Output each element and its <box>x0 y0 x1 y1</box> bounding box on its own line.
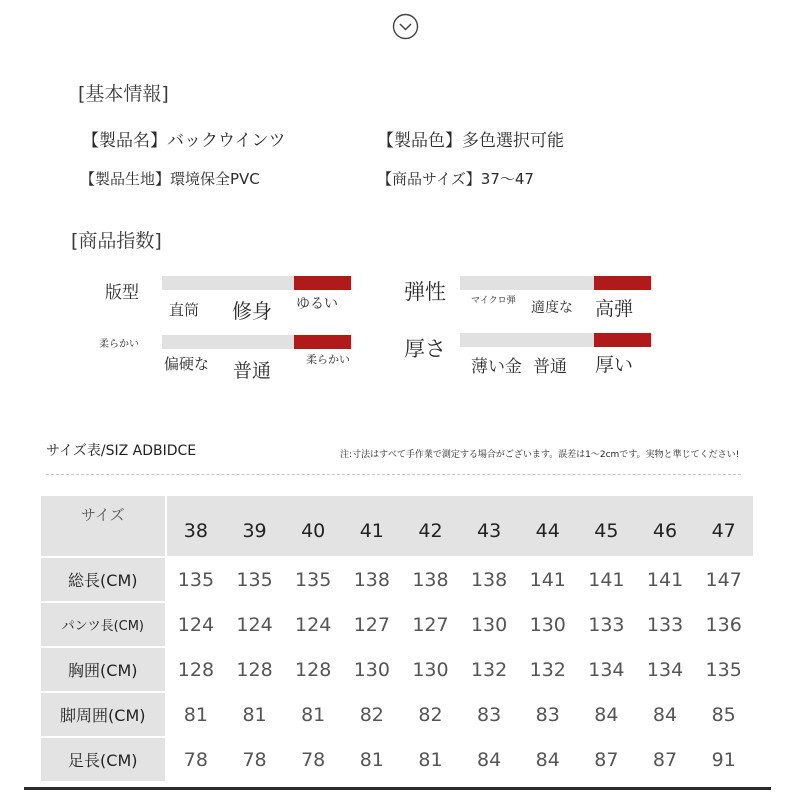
table-cell: 133 <box>636 603 695 648</box>
product-index-heading: [商品指数] <box>71 230 162 252</box>
elastic-label-high: 高弾 <box>595 298 634 320</box>
table-row <box>41 648 753 693</box>
size-col-header: 46 <box>636 496 695 558</box>
table-cell: 128 <box>167 648 226 693</box>
table-cell: 84 <box>518 738 577 783</box>
row-label: 総長(CM) <box>41 558 167 603</box>
table-cell: 84 <box>636 693 695 738</box>
basic-info-heading: [基本情報] <box>78 83 169 105</box>
table-cell: 135 <box>284 558 343 603</box>
softness-label-low: 偏硬な <box>164 355 210 373</box>
table-cell: 82 <box>401 693 460 738</box>
product-name: 【製品名】バックウインツ <box>82 131 286 151</box>
table-cell: 81 <box>167 693 226 738</box>
table-cell: 135 <box>225 558 284 603</box>
table-cell: 141 <box>636 558 695 603</box>
size-col-header: 43 <box>460 496 519 558</box>
row-label: パンツ長(CM) <box>41 603 167 648</box>
row-label: 足長(CM) <box>41 738 167 783</box>
table-cell: 127 <box>401 603 460 648</box>
size-table <box>41 496 753 783</box>
size-col-header: 42 <box>401 496 460 558</box>
product-size-range: 【商品サイズ】37〜47 <box>377 170 534 188</box>
table-cell: 84 <box>577 693 636 738</box>
table-cell: 124 <box>167 603 226 648</box>
table-cell: 134 <box>577 648 636 693</box>
table-cell: 87 <box>636 738 695 783</box>
bottom-divider <box>24 787 771 790</box>
size-col-header: 47 <box>694 496 753 558</box>
table-cell: 124 <box>284 603 343 648</box>
elastic-label-mid: 適度な <box>531 300 573 316</box>
dotted-divider <box>46 474 741 475</box>
softness-label-mid: 普通 <box>233 360 272 382</box>
size-corner-label: サイズ <box>41 496 167 558</box>
table-cell: 83 <box>518 693 577 738</box>
table-row <box>41 558 753 603</box>
table-cell: 124 <box>225 603 284 648</box>
elastic-label-low: マイクロ弾 <box>471 296 516 306</box>
table-cell: 138 <box>401 558 460 603</box>
row-label: 胸囲(CM) <box>41 648 167 693</box>
table-cell: 136 <box>694 603 753 648</box>
table-cell: 141 <box>577 558 636 603</box>
table-cell: 81 <box>343 738 402 783</box>
size-col-header: 45 <box>577 496 636 558</box>
table-cell: 135 <box>694 648 753 693</box>
table-cell: 141 <box>518 558 577 603</box>
chevron-down-icon[interactable] <box>392 13 419 40</box>
table-cell: 133 <box>577 603 636 648</box>
table-cell: 130 <box>343 648 402 693</box>
size-col-header: 40 <box>284 496 343 558</box>
size-col-header: 41 <box>343 496 402 558</box>
table-row <box>41 693 753 738</box>
table-cell: 83 <box>460 693 519 738</box>
table-cell: 78 <box>225 738 284 783</box>
softness-bar-level <box>294 335 351 349</box>
table-cell: 91 <box>694 738 753 783</box>
thickness-label-mid: 普通 <box>533 357 567 377</box>
table-cell: 134 <box>636 648 695 693</box>
thickness-label-low: 薄い金 <box>471 357 522 377</box>
size-table-title: サイズ表/SIZ ADBIDCE <box>46 443 197 459</box>
elastic-bar-level <box>594 276 651 290</box>
table-cell: 85 <box>694 693 753 738</box>
table-cell: 84 <box>460 738 519 783</box>
product-color: 【製品色】多色選択可能 <box>377 131 564 151</box>
softness-label-high: 柔らかい <box>306 353 350 366</box>
fit-title: 版型 <box>105 283 139 303</box>
table-cell: 82 <box>343 693 402 738</box>
table-cell: 87 <box>577 738 636 783</box>
table-row <box>41 738 753 783</box>
table-cell: 130 <box>401 648 460 693</box>
product-material: 【製品生地】環境保全PVC <box>80 170 260 188</box>
thickness-title: 厚さ <box>404 337 446 361</box>
table-cell: 128 <box>225 648 284 693</box>
fit-label-high: ゆるい <box>296 296 338 312</box>
table-cell: 132 <box>518 648 577 693</box>
table-cell: 130 <box>460 603 519 648</box>
table-cell: 78 <box>284 738 343 783</box>
softness-title: 柔らかい <box>99 339 139 350</box>
table-row <box>41 603 753 648</box>
size-col-header: 38 <box>167 496 226 558</box>
table-cell: 132 <box>460 648 519 693</box>
size-header-row <box>41 496 753 558</box>
fit-label-low: 直筒 <box>169 301 200 319</box>
table-cell: 81 <box>225 693 284 738</box>
row-label: 脚周囲(CM) <box>41 693 167 738</box>
fit-bar-level <box>294 276 351 290</box>
size-col-header: 44 <box>518 496 577 558</box>
table-cell: 81 <box>401 738 460 783</box>
table-cell: 81 <box>284 693 343 738</box>
thickness-bar-level <box>594 333 651 347</box>
table-cell: 128 <box>284 648 343 693</box>
table-cell: 130 <box>518 603 577 648</box>
table-cell: 147 <box>694 558 753 603</box>
thickness-label-high: 厚い <box>595 354 634 376</box>
table-cell: 138 <box>343 558 402 603</box>
table-cell: 78 <box>167 738 226 783</box>
size-col-header: 39 <box>225 496 284 558</box>
measurement-note: 注:寸法はすべて手作業で測定する場合がございます。誤差は1〜2cmです。実物と準じてください! <box>340 450 740 460</box>
table-cell: 135 <box>167 558 226 603</box>
table-cell: 127 <box>343 603 402 648</box>
fit-label-mid: 修身 <box>232 299 272 323</box>
table-cell: 138 <box>460 558 519 603</box>
elastic-title: 弾性 <box>404 280 446 304</box>
